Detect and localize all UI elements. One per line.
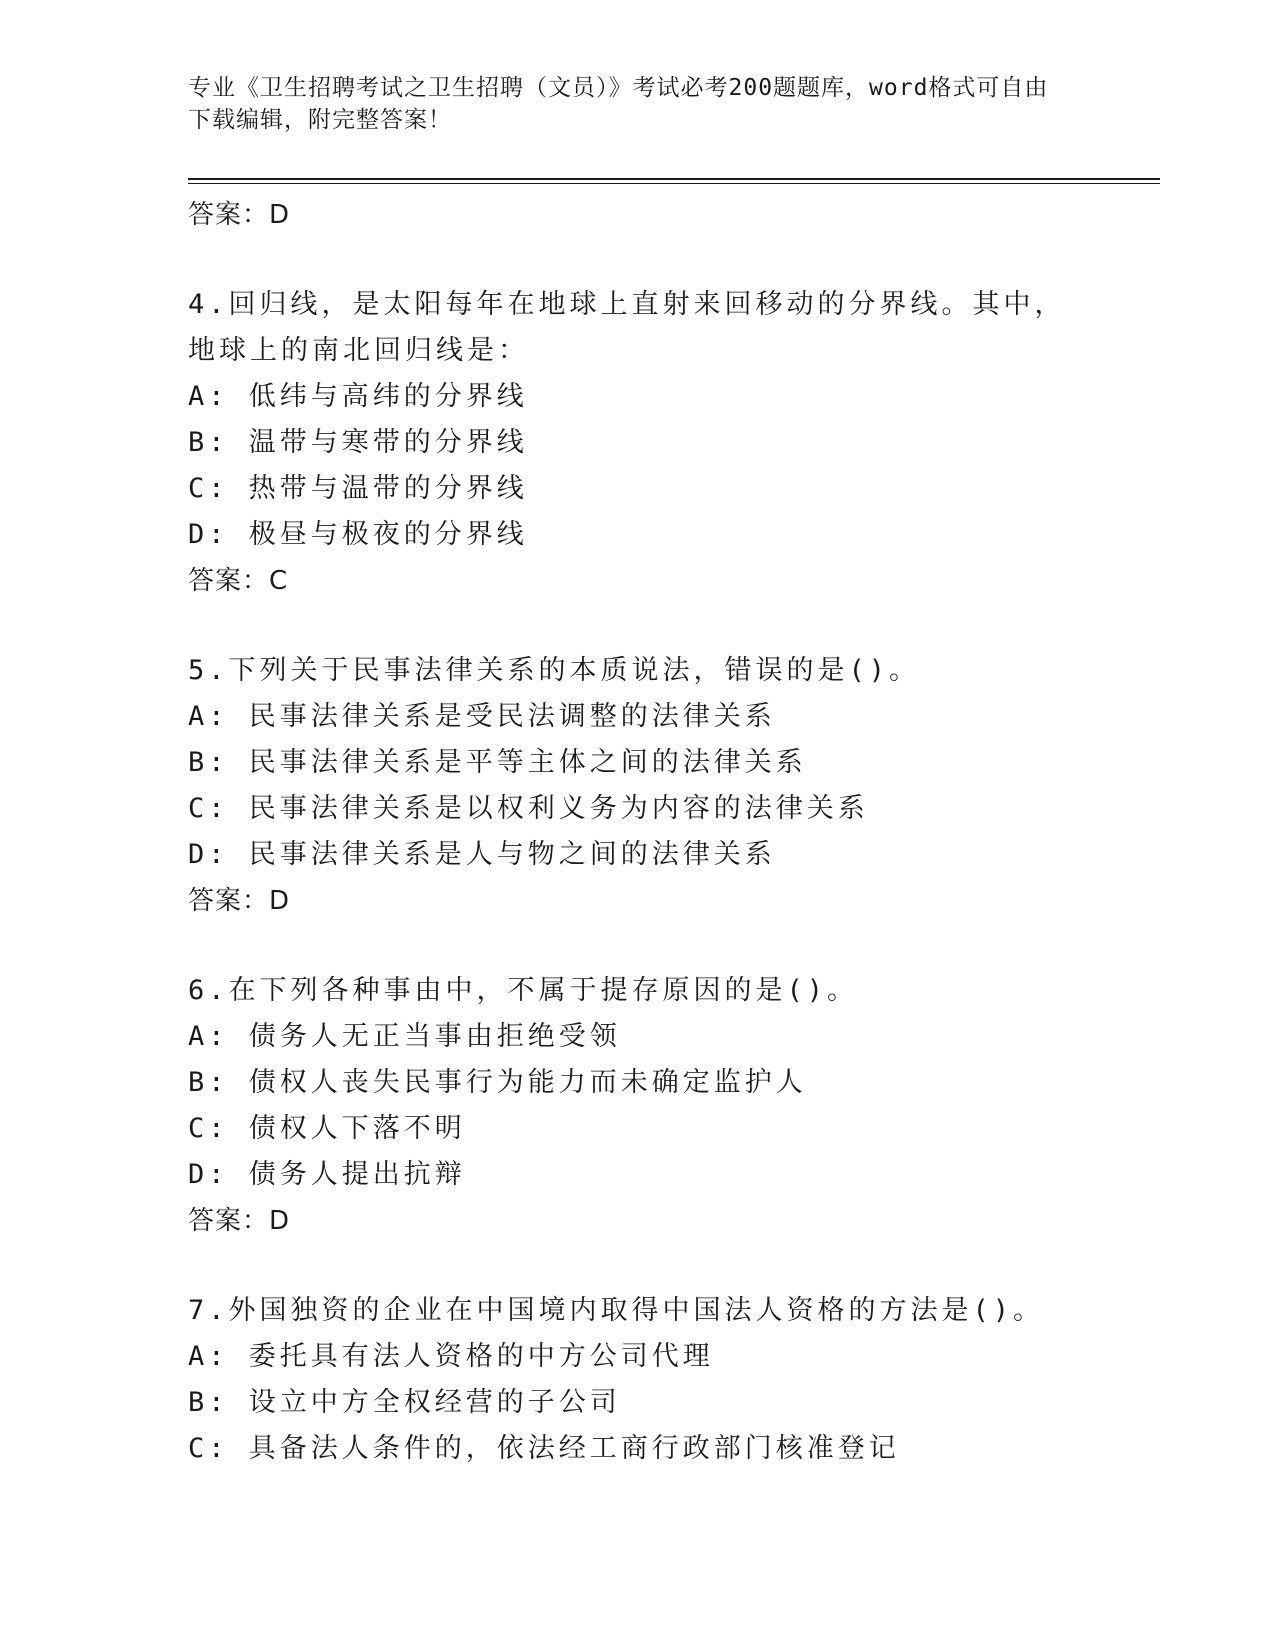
question-7 [188, 1288, 1088, 1472]
option-c: C: 债权人下落不明 [188, 1113, 466, 1144]
option-d: D: 极昼与极夜的分界线 [188, 519, 528, 550]
option-a: A: 民事法律关系是受民法调整的法律关系 [188, 701, 776, 732]
option-c: C: 民事法律关系是以权利义务为内容的法律关系 [188, 793, 869, 824]
page-header: 专业《卫生招聘考试之卫生招聘（文员）》考试必考200题题库，word格式可自由下载编辑，附完整答案！ [188, 75, 1049, 133]
answer-line: 答案：D [188, 200, 291, 230]
question-stem: 5.下列关于民事法律关系的本质说法，错误的是()。 [188, 655, 921, 686]
question-6 [188, 968, 1088, 1244]
option-a: A: 委托具有法人资格的中方公司代理 [188, 1341, 714, 1372]
question-4 [188, 282, 1088, 604]
option-c: C: 具备法人条件的，依法经工商行政部门核准登记 [188, 1433, 900, 1464]
question-stem: 6.在下列各种事由中，不属于提存原因的是()。 [188, 975, 859, 1006]
option-b: B: 民事法律关系是平等主体之间的法律关系 [188, 747, 807, 778]
option-d: D: 债务人提出抗辩 [188, 1159, 466, 1190]
document-content [188, 188, 1088, 1472]
option-b: B: 设立中方全权经营的子公司 [188, 1387, 621, 1418]
answer-line: 答案：D [188, 1206, 291, 1236]
option-d: D: 民事法律关系是人与物之间的法律关系 [188, 839, 776, 870]
header-rule-thin [188, 183, 1160, 184]
question-stem: 7.外国独资的企业在中国境内取得中国法人资格的方法是()。 [188, 1295, 1045, 1326]
question-5 [188, 648, 1088, 924]
option-c: C: 热带与温带的分界线 [188, 473, 528, 504]
option-a: A: 债务人无正当事由拒绝受领 [188, 1021, 621, 1052]
question-stem: 4.回归线，是太阳每年在地球上直射来回移动的分界线。其中，地球上的南北回归线是： [188, 289, 1066, 366]
answer-line: 答案：D [188, 886, 291, 916]
option-b: B: 债权人丧失民事行为能力而未确定监护人 [188, 1067, 807, 1098]
header-rule-thick [188, 178, 1160, 180]
option-b: B: 温带与寒带的分界线 [188, 427, 528, 458]
option-a: A: 低纬与高纬的分界线 [188, 381, 528, 412]
answer-line: 答案：C [188, 566, 289, 596]
